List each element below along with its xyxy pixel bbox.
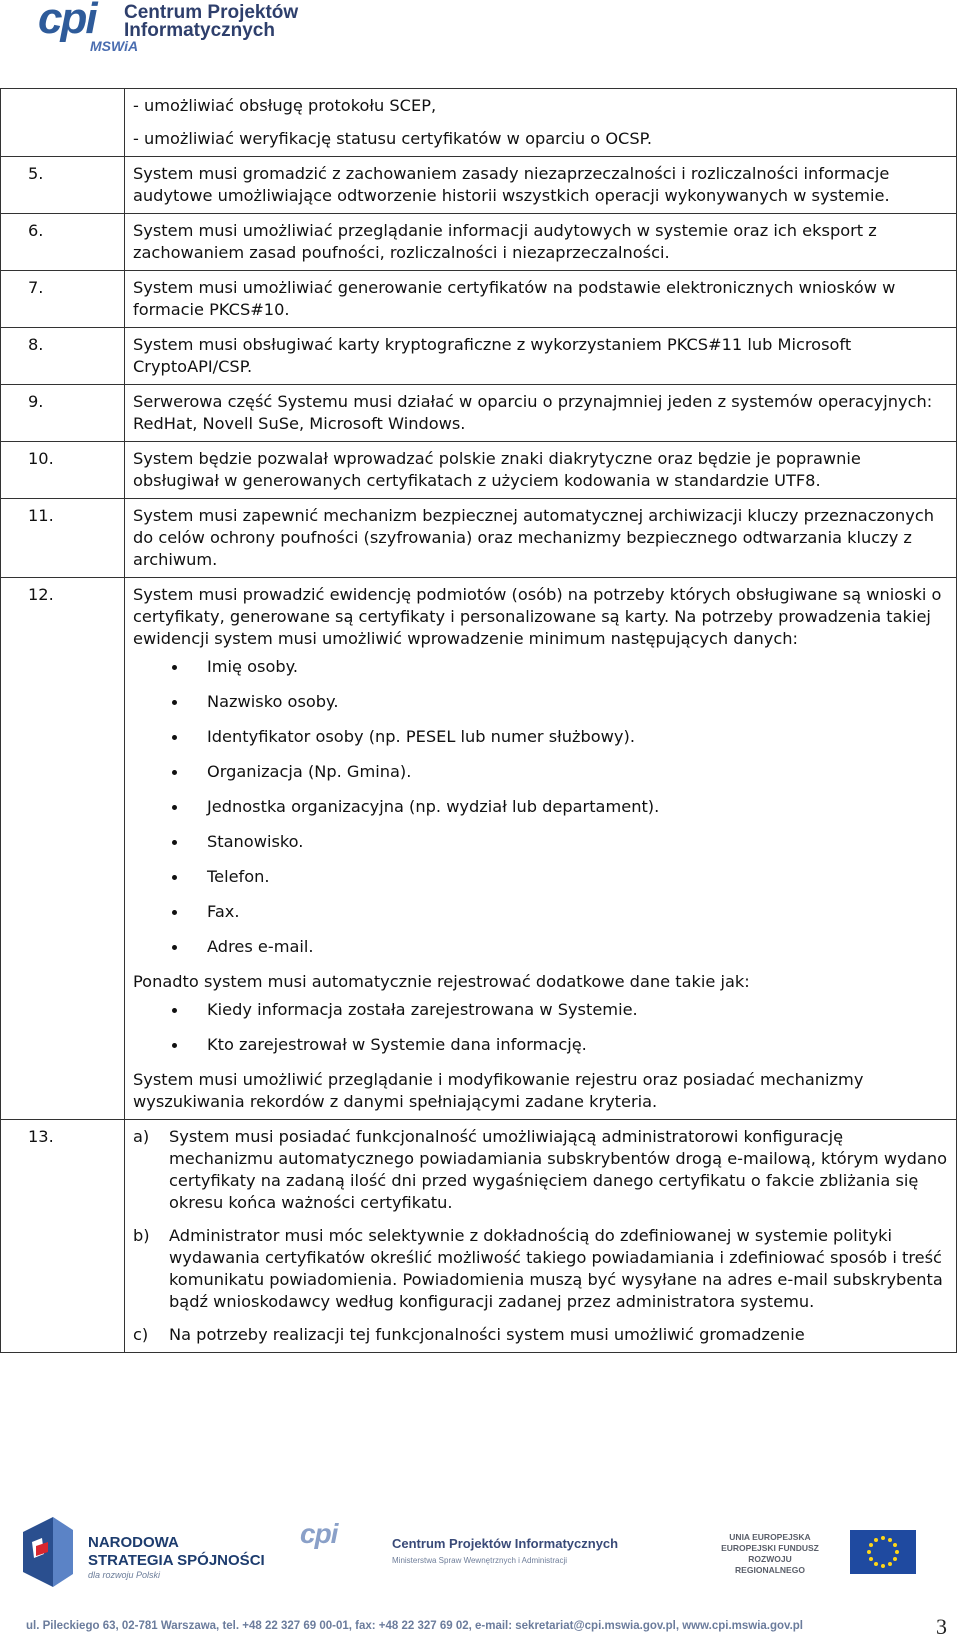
cpi-footer-logo: [300, 1518, 630, 1582]
row-text: System musi zapewnić mechanizm bezpiecznej automatycznej archiwizacji kluczy przeznaczonych do celów ochrony poufności (szyfrowania) oraz mechanizmy bezpiecznego odtwarzania kluczy z archiwum.: [125, 499, 957, 578]
row-number: 5.: [1, 157, 125, 214]
nss-logo: [18, 1512, 268, 1602]
footer-address: ul. Pileckiego 63, 02-781 Warszawa, tel. +48 22 327 69 00-01, fax: +48 22 327 69 02, e-mail: sekretariat@cpi.mswia.gov.pl, www.cpi.mswia.gov.pl: [26, 1620, 803, 1632]
eu-logo: [720, 1530, 940, 1590]
row-text: System musi umożliwiać generowanie certyfikatów na podstawie elektronicznych wniosków w formacie PKCS#10.: [125, 271, 957, 328]
list-item: Fax.: [133, 901, 948, 923]
table-row: [1, 271, 957, 328]
subitem-text: Administrator musi móc selektywnie z dokładnością do zdefiniowanej w systemie polityki wydawania certyfikatów określić możliwość takiego powiadamiania i zdefiniować sposób i treść komunikatu powiadomienia. Powiadomienia muszą być wysyłane na adres e-mail subskrybenta bądź wnioskodawcy według konfiguracji zadanej przez administratora systemu.: [169, 1226, 943, 1311]
footer-logos: [0, 1500, 960, 1620]
row-text: System będzie pozwalał wprowadzać polskie znaki diakrytyczne oraz będzie je poprawnie obsługiwał w generowanych certyfikatach z użyciem kodowania w standardzie UTF8.: [125, 442, 957, 499]
row-content-cell: [125, 89, 957, 157]
eu-line-1: UNIA EUROPEJSKA: [729, 1532, 811, 1542]
row-text: System musi gromadzić z zachowaniem zasady niezaprzeczalności i rozliczalności informacje audytowe umożliwiające odtworzenie historii wszystkich operacji wykonywanych w systemie.: [125, 157, 957, 214]
cpi-footer-mark: cpi: [300, 1518, 338, 1549]
logo-mswia: MSWiA: [90, 38, 139, 54]
bullet-list: [133, 999, 948, 1056]
nss-tagline: dla rozwoju Polski: [88, 1570, 161, 1580]
subitem-c: [133, 1324, 948, 1346]
row-text: System musi umożliwiać przeglądanie informacji audytowych w systemie oraz ich eksport z zachowaniem zasad poufności, rozliczalności i niezaprzeczalności.: [125, 214, 957, 271]
bullet-list: [133, 656, 948, 958]
intro-line: - umożliwiać obsługę protokołu SCEP,: [133, 96, 437, 115]
table-row: [1, 157, 957, 214]
row-number: 13.: [1, 1120, 125, 1353]
list-item: Jednostka organizacyjna (np. wydział lub departament).: [133, 796, 948, 818]
table-row: [1, 578, 957, 1120]
row-number-cell: [1, 89, 125, 157]
nss-line-2: STRATEGIA SPÓJNOŚCI: [88, 1552, 265, 1569]
eu-line-3: ROZWOJU REGIONALNEGO: [735, 1554, 805, 1575]
nss-title: [88, 1534, 265, 1570]
row-number: 11.: [1, 499, 125, 578]
row-number: 8.: [1, 328, 125, 385]
cpi-footer-sub: Ministerstwa Spraw Wewnętrznych i Administracji: [392, 1556, 568, 1565]
table-row: [1, 1120, 957, 1353]
row-text: System musi obsługiwać karty kryptograficzne z wykorzystaniem PKCS#11 lub Microsoft CryptoAPI/CSP.: [125, 328, 957, 385]
nss-line-1: NARODOWA: [88, 1534, 179, 1551]
subitem-text: Na potrzeby realizacji tej funkcjonalności system musi umożliwić gromadzenie: [169, 1325, 805, 1344]
list-item: Kiedy informacja została zarejestrowana w Systemie.: [133, 999, 948, 1021]
intro-line: - umożliwiać weryfikację statusu certyfikatów w oparciu o OCSP.: [133, 129, 653, 148]
list-item: Kto zarejestrował w Systemie dana informację.: [133, 1034, 948, 1056]
subitem-letter: c): [133, 1325, 149, 1344]
list-item: Stanowisko.: [133, 831, 948, 853]
row-number: 9.: [1, 385, 125, 442]
table-row: [1, 328, 957, 385]
subitem-a: [133, 1126, 948, 1214]
table-row: [1, 214, 957, 271]
table-row: [1, 442, 957, 499]
row-content-cell: [125, 578, 957, 1120]
subitem-letter: a): [133, 1127, 150, 1146]
item12-text2: Ponadto system musi automatycznie rejestrować dodatkowe dane takie jak:: [133, 972, 750, 991]
row-number: 12.: [1, 578, 125, 1120]
item12-text3: System musi umożliwić przeglądanie i modyfikowanie rejestru oraz posiadać mechanizmy wyszukiwania rekordów z danymi spełniającymi zadane kryteria.: [133, 1070, 864, 1111]
subitem-b: [133, 1225, 948, 1313]
cpi-logo-mark: cpi: [38, 0, 96, 43]
list-item: Adres e-mail.: [133, 936, 948, 958]
list-item: Imię osoby.: [133, 656, 948, 678]
page-number: 3: [936, 1614, 947, 1639]
requirements-table: [0, 88, 957, 1353]
list-item: Organizacja (Np. Gmina).: [133, 761, 948, 783]
table-row: [1, 89, 957, 157]
table-row: [1, 385, 957, 442]
row-number: 7.: [1, 271, 125, 328]
row-text: Serwerowa część Systemu musi działać w oparciu o przynajmniej jeden z systemów operacyjnych: RedHat, Novell SuSe, Microsoft Windows.: [125, 385, 957, 442]
list-item: Nazwisko osoby.: [133, 691, 948, 713]
subitem-letter: b): [133, 1226, 150, 1245]
logo-line-1: Centrum Projektów: [124, 2, 299, 23]
eu-flag-icon: [850, 1530, 916, 1574]
row-number: 6.: [1, 214, 125, 271]
subitem-text: System musi posiadać funkcjonalność umożliwiającą administratorowi konfigurację mechanizmu automatycznego powiadamiania subskrybentów drogą e-mailową, którym wydano certyfikaty na zadaną ilość dni przed wygaśnięciem danego certyfikatu o fakcie zbliżania się okresu końca ważności certyfikatu.: [169, 1127, 948, 1212]
row-number: 10.: [1, 442, 125, 499]
list-item: Identyfikator osoby (np. PESEL lub numer służbowy).: [133, 726, 948, 748]
cpi-header-logo: [38, 0, 328, 60]
nss-emblem-icon: [18, 1512, 78, 1592]
eu-line-2: EUROPEJSKI FUNDUSZ: [721, 1543, 819, 1553]
item12-text: System musi prowadzić ewidencję podmiotów (osób) na potrzeby których obsługiwane są wnioski o certyfikaty, generowane są certyfikaty i personalizowane są karty. Na potrzeby prowadzenia takiej ewidencji system musi umożliwić wprowadzenie minimum następujących danych:: [133, 585, 942, 648]
list-item: Telefon.: [133, 866, 948, 888]
row-content-cell: [125, 1120, 957, 1353]
cpi-footer-name: Centrum Projektów Informatycznych: [392, 1536, 619, 1551]
logo-line-2: Informatycznych: [124, 20, 275, 41]
eu-text: [720, 1532, 820, 1576]
table-row: [1, 499, 957, 578]
